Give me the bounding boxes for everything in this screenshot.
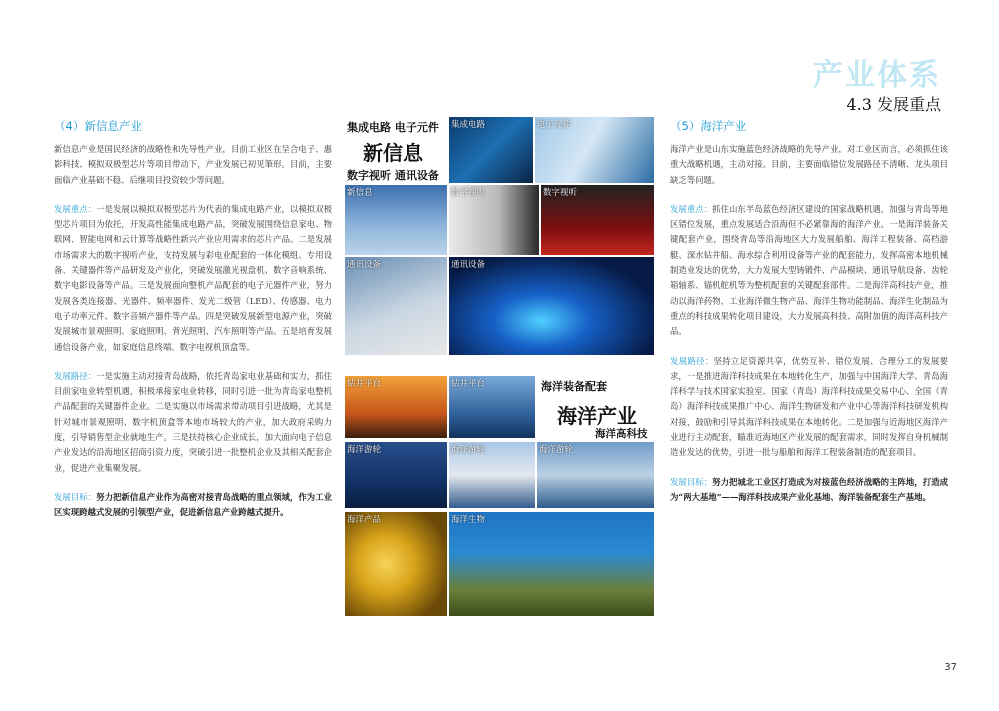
tile-caption: 海洋游轮 bbox=[347, 445, 382, 455]
focus-text: 抓住山东半岛蓝色经济区建设的国家战略机遇，加强与青岛等地区错位发展，重点发展适合沿海但不必紧靠海的海洋产业。一是海洋装备关键配套产业，围绕青岛等沿海地区大力发展船舶、海洋工程装备、高档游艇、深水钻井船、海水综合利用设备等产业的配套能力，发挥高密本地机械制造业发达的优势，大力发展大型铸锻件、产品模块、通讯导航设备、齿轮箱轴系、锚机舵机等为整机配套的关键配套部件。二是海洋高科技产业，推动以海洋药物、工业海洋微生物产品、海洋生物功能制品、海洋生化制品为重点的科技成果转化项目建设，大力发展高科技、高附加值的海洋高科技产品。 bbox=[670, 203, 949, 337]
path-label: 发展路径： bbox=[54, 370, 97, 381]
tile-caption: 海洋游轮 bbox=[451, 445, 486, 455]
goal-text: 努力把新信息产业作为高密对接青岛战略的重点领域，作为工业区实现跨越式发展的引领型产业，促进新信息产业跨越式提升。 bbox=[54, 491, 333, 518]
3d-glasses-photo bbox=[449, 185, 539, 255]
marine-focus bbox=[670, 202, 948, 340]
city-night-photo bbox=[449, 257, 654, 355]
tile-caption: 通讯设备 bbox=[347, 260, 382, 270]
new-info-goal bbox=[54, 490, 332, 521]
cruise-ship-photo bbox=[449, 442, 535, 508]
marine-heading: （5）海洋产业 bbox=[670, 119, 747, 133]
tile-caption: 海洋游轮 bbox=[539, 445, 574, 455]
new-info-intro: 新信息产业是国民经济的战略性和先导性产业，目前工业区在呈合电子、惠影科技、模拟双极型芯片等项目带动下，产业发展已初见筆形。目前，主要面临产业基础不稳、后继项目投资较少等问题。 bbox=[54, 144, 332, 185]
goal-label: 发展目标： bbox=[54, 491, 97, 502]
tile-caption: 新信息 bbox=[347, 188, 373, 198]
new-info-path bbox=[54, 369, 332, 476]
collage-words-top: 集成电路 电子元件 bbox=[347, 121, 439, 134]
right-column bbox=[670, 118, 948, 505]
cruise-ship-night-photo bbox=[345, 442, 447, 508]
cinema-seats-photo bbox=[541, 185, 654, 255]
tile-caption: 数字视听 bbox=[543, 188, 578, 198]
focus-label: 发展重点： bbox=[670, 203, 713, 214]
goal-text: 努力把城北工业区打造成为对接蓝色经济战略的主阵地，打造成为“两大基地”——海洋科技成果产业化基地、海洋装备配套生产基地。 bbox=[670, 476, 949, 502]
tile-caption: 通讯设备 bbox=[451, 260, 486, 270]
engineers-photo bbox=[345, 257, 447, 355]
collage-big-title: 海洋产业 bbox=[557, 404, 637, 428]
coral-reef-photo bbox=[449, 512, 654, 616]
path-text: 坚持立足资源共享，优势互补、错位发展、合理分工的发展要求，一是推进海洋科技成果在本地转化生产，加强与中国海洋大学、青岛海洋科学与技术国家实验室、国家（青岛）海洋科技成果交易中心、全国（青岛）海洋科技成果推广中心、海洋生物研发和产业中心等海洋科技研发机构对接，鼓励和引导其海洋科技成果在本地转化。二是加强与近海地区海洋产业进行主动配套，瞄准近海地区产业发展的配套需求，同时发挥自身机械制造业发达的优势，引进一批与船舶和海洋工程装备制造的配套项目。 bbox=[670, 355, 949, 458]
collage-big-title: 新信息 bbox=[363, 141, 423, 165]
page-number: 37 bbox=[944, 662, 957, 673]
tile-caption: 数字视听 bbox=[451, 188, 486, 198]
marine-intro: 海洋产业是山东实施蓝色经济战略的先导产业，对工业区而言，必须抓住该重大战略机遇，主动对接。目前，主要面临错位发展路径不清晰、龙头项目缺乏等问题。 bbox=[670, 144, 948, 185]
oil-platform-sunset-photo bbox=[345, 376, 447, 438]
circuit-board-photo bbox=[449, 117, 533, 183]
goal-label: 发展目标： bbox=[670, 476, 713, 487]
collage-words-bottom: 数字视听 通讯设备 bbox=[347, 169, 439, 182]
new-info-heading: （4）新信息产业 bbox=[54, 119, 142, 133]
tile-caption: 电子元件 bbox=[537, 120, 572, 130]
marine-path bbox=[670, 354, 948, 461]
drill-ship-photo bbox=[537, 442, 654, 508]
oil-rig-photo bbox=[449, 376, 535, 438]
path-text: 一是实施主动对接青岛战略，依托青岛家电业基础和实力，抓住目前家电业转型机遇，积极承接家电业转移，同时引进一批为青岛家电整机产品配套的关键器件企业。二是实施以市场需求带动项目引进战略，尤其是针对城市景观照明、数字机顶盒等本地市场较大的产业，加大政府采购力度，引导销售型企业就地生产。三是扶持核心企业成长，加大面向电子信息产业发达的沿海地区招商引资力度，突破引进一批整机企业及其相关配套企业，促进产业集聚发展。 bbox=[54, 370, 333, 473]
collage-words-bottom: 海洋高科技 bbox=[595, 428, 648, 440]
new-info-collage bbox=[345, 117, 654, 355]
tile-caption: 钻井平台 bbox=[347, 379, 382, 389]
touchscreen-photo bbox=[535, 117, 654, 183]
fish-oil-capsules-photo bbox=[345, 512, 447, 616]
collage-words-top: 海洋装备配套 bbox=[541, 380, 607, 393]
page-title: 产业体系 bbox=[813, 58, 941, 93]
marine-collage bbox=[345, 376, 654, 616]
path-label: 发展路径： bbox=[670, 355, 714, 366]
focus-text: 一是发展以模拟双极型芯片为代表的集成电路产业，以模拟双极型芯片项目为依托，开发高性能集成电路产品，突破发展围绕信息家电、物联网、智能电网和云计算等战略性新兴产业应用需求的芯片产品。二是发展市场需求大的数字视听产业，支持发展与彩电业配套的一体化模组、专用设备、关键器件等产品研发及产业化，突破发展激光视盘机、数字音响系统、数字电影设备等产品。三是发展面向整机产品配套的电子元器件产业，努力发展各类连接器、光器件、频率器件、发光二级管（LED）、传感器、电力电子功率元件、数字音频产器件等产品。四是突破发展新型电源产业，突破发展城市景观照明、家庭照明、背光照明、汽车照明等产品。五是培育发展通信设备产业，如家庭信息终端、数字电视机顶盒等。 bbox=[54, 203, 333, 352]
left-column bbox=[54, 118, 332, 521]
tile-caption: 集成电路 bbox=[451, 120, 486, 130]
new-info-focus bbox=[54, 202, 332, 355]
tile-caption: 海洋生物 bbox=[451, 515, 486, 525]
focus-label: 发展重点： bbox=[54, 203, 97, 214]
satellite-dish-photo bbox=[345, 185, 447, 255]
tile-caption: 海洋产品 bbox=[347, 515, 382, 525]
tile-caption: 钻井平台 bbox=[451, 379, 486, 389]
marine-goal bbox=[670, 475, 948, 506]
section-number-title: 4.3 发展重点 bbox=[846, 95, 941, 114]
